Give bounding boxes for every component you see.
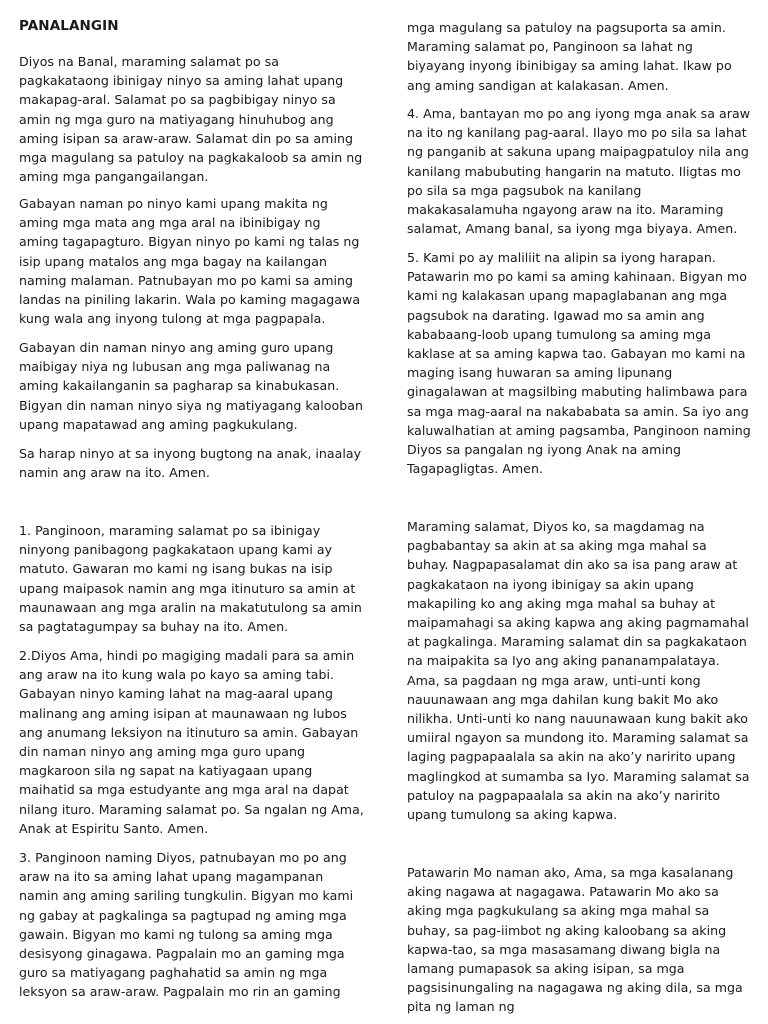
document-title: PANALANGIN	[19, 18, 119, 34]
intro-paragraph-2: Gabayan naman po ninyo kami upang makita ng aming mga mata ang mga aral na ibinibigay ng aming tagapagturo. Bigyan ninyo po kami ng talas ng isip upang matalos ang mga bagay na kailangan naming malaman. Patnubayan mo po kami sa aming landas na piniling lakarin. Wala po kaming magagawa kung wala ang inyong tulong at mga pagpapala.	[19, 196, 361, 327]
prayer-3: 3. Panginoon naming Diyos, patnubayan mo po ang araw na ito sa aming lahat upang magampanan namin ang aming sariling tungkulin. Bigyan mo kami ng gabay at pagkalinga sa pagtupad ng aming mga gawain. Bigyan mo kami ng tulong sa aming mga desisyong ginagawa. Pagpalain mo an gaming mga guro sa matiyagang paghahatid sa amin ng mga leksyon sa araw-araw. Pagpalain mo rin an gaming	[19, 850, 354, 1000]
thanksgiving-prayer: Maraming salamat, Diyos ko, sa magdamag na pagbabantay sa akin at sa aking mga mahal sa buhay. Nagpapasalamat din ako sa isa pang araw at pagkakataon na iyong ibinigay sa akin upang makapiling ko ang aking mga mahal sa buhay at maipamahagi sa aking kapwa ang aking pagmamahal at pagkalinga. Maraming salamat din sa pagkakataon na maipakita sa Iyo ang aking pananampalataya. Ama, sa pagdaan ng mga araw, unti-unti kong nauunawaan ang mga dahilan kung bakit Mo ako nilikha. Unti-unti ko nang nauunawaan kung bakit ako umiiral ngayon sa mundong ito. Maraming salamat sa laging pagpapaalala sa akin na ako’y naririto upang maglingkod at sumamba sa Iyo. Maraming salamat sa patuloy na pagpapaalala sa akin na ako’y naririto upang tumulong sa aking kapwa.	[407, 519, 750, 823]
intro-paragraph-1: Diyos na Banal, maraming salamat po sa pagkakataong ibinigay ninyo sa aming lahat upang makapag-aral. Salamat po sa pagbibigay ninyo sa amin ng mga guro na matiyagang hinuhubog ang aming isipan sa araw-araw. Salamat din po sa aming mga magulang sa patuloy na pagkakaloob sa amin ng aming mga pangangailangan.	[19, 54, 363, 185]
prayer-1: 1. Panginoon, maraming salamat po sa ibinigay ninyong panibagong pagkakataon upang kami ay matuto. Gawaran mo kami ng isang bukas na isip upang maipasok namin ang mga itinuturo sa amin at maunawaan ang mga aralin na makatutulong sa amin sa pagtatagumpay sa buhay na ito. Amen.	[19, 523, 362, 635]
forgiveness-prayer: Patawarin Mo naman ako, Ama, sa mga kasalanang aking nagawa at nagagawa. Patawarin Mo ako sa aking mga pagkukulang sa aking mga mahal sa buhay, sa pag-iimbot ng aking kaloobang sa aking kapwa-tao, sa mga masasamang diwang bigla na lamang pumapasok sa aking isipan, sa mga pagsisinungaling na nagagawa ng aking dila, sa mga pita ng laman ng	[407, 865, 743, 1015]
prayer-5: 5. Kami po ay maliliit na alipin sa iyong harapan. Patawarin mo po kami sa aming kahinaan. Bigyan mo kami ng kalakasan upang mapaglabanan ang mga pagsubok na darating. Igawad mo sa amin ang kababaang-loob upang tumulong sa aming mga kaklase at sa aming kapwa tao. Gabayan mo kami na maging isang huwaran sa aming lipunang ginagalawan at magsilbing mabuting halimbawa para sa mga mag-aaral na nakababata sa amin. Sa iyo ang kaluwalhatian at aming pagsamba, Panginoon naming Diyos sa pangalan ng iyong Anak na aming Tagapagligtas. Amen.	[407, 250, 751, 477]
prayer-4: 4. Ama, bantayan mo po ang iyong mga anak sa araw na ito ng kanilang pag-aaral. Ilayo mo po sila sa lahat ng panganib at sakuna upang maipagpatuloy nila ang kanilang mabubuting hangarin na matuto. Iligtas mo po sila sa mga pagsubok na kanilang makakasalamuha ngayong araw na ito. Maraming salamat, Amang banal, sa iyong mga biyaya. Amen.	[407, 106, 751, 237]
prayer-2: 2.Diyos Ama, hindi po magiging madali para sa amin ang araw na ito kung wala po kayo sa aming tabi. Gabayan ninyo kaming lahat na mag-aaral upang malinang ang aming isipan at maunawaan ng lubos ang anumang leksiyon na itinuturo sa amin. Gabayan din naman ninyo ang aming mga guro upang magkaroon sila ng sapat na katiyagaan upang maihatid sa mga estudyante ang mga aral na dapat nilang ituro. Maraming salamat po. Sa ngalan ng Ama, Anak at Espiritu Santo. Amen.	[19, 648, 364, 836]
intro-paragraph-4: Sa harap ninyo at sa inyong bugtong na anak, inaalay namin ang araw na ito. Amen.	[19, 446, 362, 481]
prayer-3-continued: mga magulang sa patuloy na pagsuporta sa amin. Maraming salamat po, Panginoon sa lahat ng biyayang inyong ibinibigay sa aming lahat. Ikaw po ang aming sandigan at kalakasan. Amen.	[407, 20, 732, 93]
intro-paragraph-3: Gabayan din naman ninyo ang aming guro upang maibigay niya ng lubusan ang mga paliwanag na aming kakailanganin sa pagharap sa kinabukasan. Bigyan din naman ninyo siya ng matiyagang kalooban upang mapatawad ang aming pagkukulang.	[19, 340, 363, 432]
